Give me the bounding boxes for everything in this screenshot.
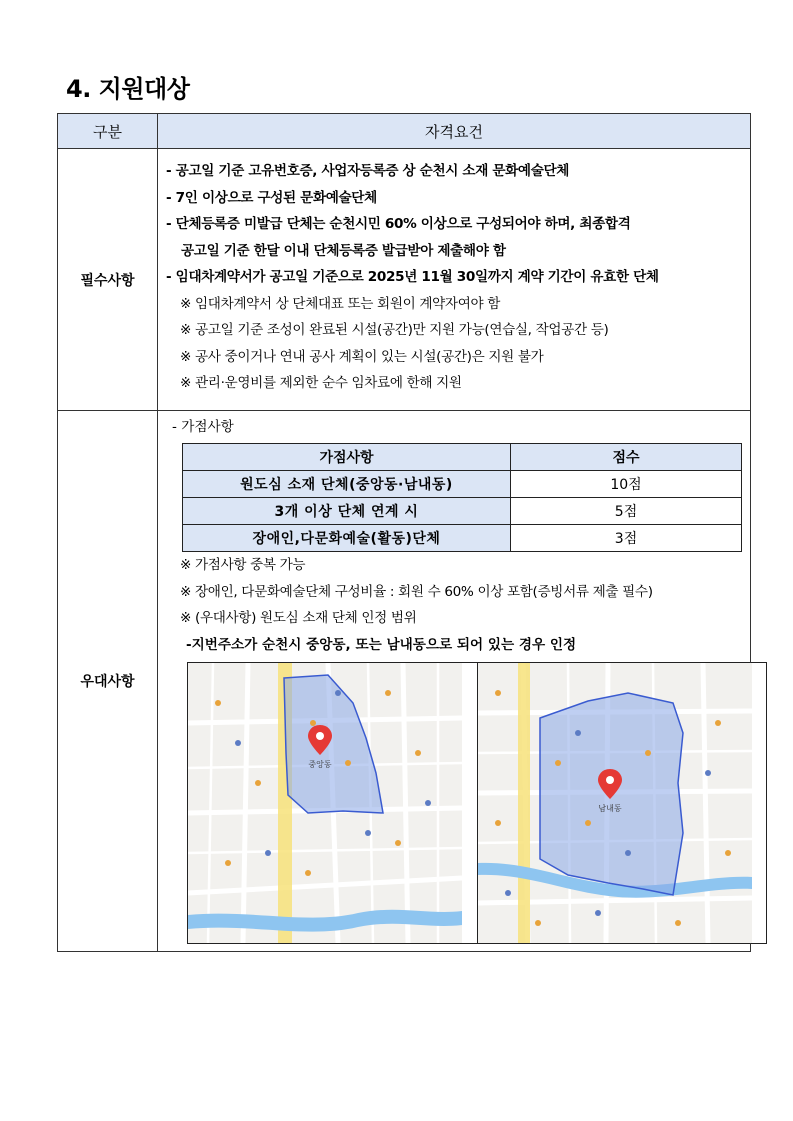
required-note-1: ※ 임대차계약서 상 단체대표 또는 회원이 계약자여야 함 xyxy=(180,295,501,312)
required-category: 필수사항 xyxy=(58,149,158,411)
map-label-jungang: 중앙동 xyxy=(308,759,332,769)
bonus-score: 3점 xyxy=(511,525,742,552)
map-jungang-dong-graphic xyxy=(188,663,462,943)
required-content xyxy=(158,149,751,411)
required-note-2: ※ 공고일 기준 조성이 완료된 시설(공간)만 지원 가능(연습실, 작업공간 등) xyxy=(180,322,609,338)
bonus-item: 3개 이상 단체 연계 시 xyxy=(183,498,511,525)
bonus-item: 장애인,다문화예술(활동)단체 xyxy=(183,525,511,552)
bonus-header-item: 가점사항 xyxy=(183,444,511,471)
bonus-score: 10점 xyxy=(511,471,742,498)
preferred-category: 우대사항 xyxy=(58,411,158,952)
preferred-content xyxy=(158,411,751,952)
required-line-4: 공고일 기준 한달 이내 단체등록증 발급받아 제출해야 함 xyxy=(181,242,506,259)
map-namnae-dong-graphic xyxy=(478,663,752,943)
header-category: 구분 xyxy=(58,114,158,149)
section-heading: 4. 지원대상 xyxy=(66,75,190,103)
bonus-title: - 가점사항 xyxy=(172,419,234,435)
eligibility-table xyxy=(57,113,751,952)
preferred-row xyxy=(58,411,751,952)
bonus-header-score: 점수 xyxy=(511,444,742,471)
table-header-row xyxy=(58,114,751,149)
required-line-2: - 7인 이상으로 구성된 문화예술단체 xyxy=(166,189,377,206)
bonus-header-row xyxy=(183,444,742,471)
required-note-4: ※ 관리·운영비를 제외한 순수 임차료에 한해 지원 xyxy=(180,375,462,391)
bonus-row xyxy=(183,525,742,552)
required-note-3: ※ 공사 중이거나 연내 공사 계획이 있는 시설(공간)은 지원 불가 xyxy=(180,348,544,365)
map-label-namnae: 남내동 xyxy=(597,803,622,813)
required-row xyxy=(58,149,751,411)
address-note: -지번주소가 순천시 중앙동, 또는 남내동으로 되어 있는 경우 인정 xyxy=(186,636,577,653)
bonus-table xyxy=(182,443,742,552)
map-namnae-dong xyxy=(477,663,767,943)
header-requirements: 자격요건 xyxy=(158,114,751,149)
bonus-score: 5점 xyxy=(511,498,742,525)
bonus-row xyxy=(183,471,742,498)
preferred-note-2: ※ 장애인, 다문화예술단체 구성비율 : 회원 수 60% 이상 포함(증빙서류 제출 필수) xyxy=(180,583,653,600)
preferred-note-1: ※ 가점사항 중복 가능 xyxy=(180,557,306,573)
bonus-item: 원도심 소재 단체(중앙동·남내동) xyxy=(183,471,511,498)
required-line-3: - 단체등록증 미발급 단체는 순천시민 60% 이상으로 구성되어야 하며, 최종합격 xyxy=(166,216,631,232)
area-maps xyxy=(187,662,767,944)
required-line-1: - 공고일 기준 고유번호증, 사업자등록증 상 순천시 소재 문화예술단체 xyxy=(166,163,570,179)
preferred-note-3: ※ (우대사항) 원도심 소재 단체 인정 범위 xyxy=(180,610,417,626)
map-jungang-dong xyxy=(188,663,477,943)
bonus-row xyxy=(183,498,742,525)
required-line-5: - 임대차계약서가 공고일 기준으로 2025년 11월 30일까지 계약 기간이 유효한 단체 xyxy=(166,269,659,285)
